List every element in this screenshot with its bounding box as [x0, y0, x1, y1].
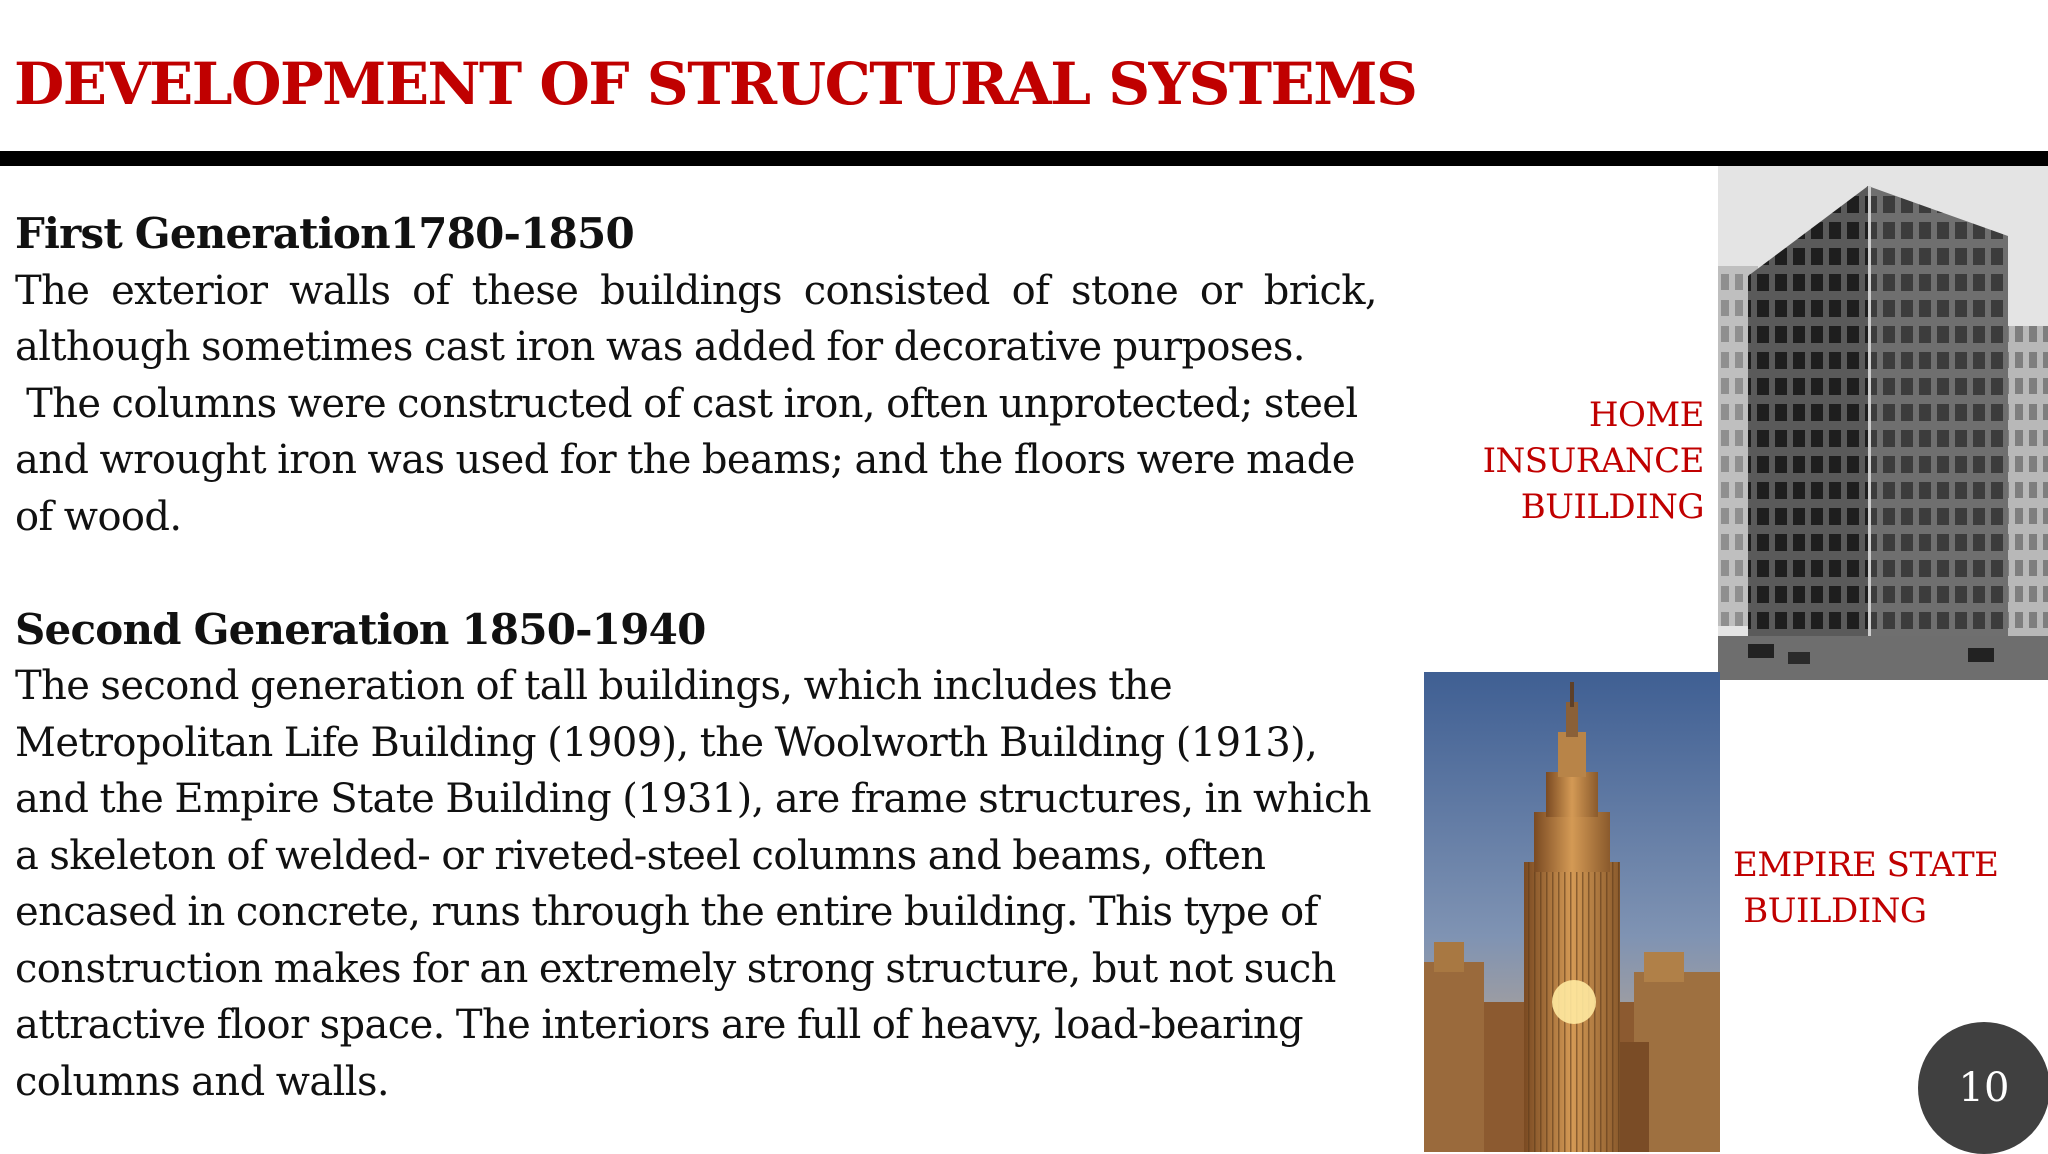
body-text: [15, 206, 1377, 1110]
paragraph: The second generation of tall buildings, which includes the Metropolitan Life Building (1909), the Woolworth Building (1913), and the Empire State Building (1931), are frame structures, in which a skeleton of welded- or riveted-steel columns and beams, often encased in concrete, runs through the entire building. This type of construction makes for an extremely strong structure, but not such attractive floor space. The interiors are full of heavy, load-bearing columns and walls.: [15, 663, 1371, 1105]
caption-line: HOME: [1588, 395, 1704, 435]
title-divider: [0, 151, 2048, 166]
paragraph: The exterior walls of these buildings consisted of stone or brick, although sometimes cast iron was added for decorative purposes.: [15, 267, 1377, 370]
caption-line: EMPIRE STATE: [1733, 845, 1999, 885]
section-heading-second-generation: Second Generation 1850-1940: [15, 604, 706, 654]
empire-state-building-photo: [1424, 672, 1720, 1152]
caption-line: INSURANCE: [1482, 441, 1704, 481]
caption-line: BUILDING: [1733, 891, 1927, 931]
section-heading-first-generation: First Generation1780-1850: [15, 209, 634, 258]
slide-title: DEVELOPMENT OF STRUCTURAL SYSTEMS: [14, 50, 1417, 118]
caption-line: BUILDING: [1520, 487, 1704, 527]
home-insurance-building-photo: [1718, 166, 2048, 680]
spacer: [15, 545, 1377, 602]
page-number: 10: [1958, 1065, 2010, 1111]
empire-state-caption: [1733, 842, 1998, 934]
empire-illustration: [1424, 672, 1720, 1152]
paragraph: The columns were constructed of cast iron, often unprotected; steel and wrought iron was used for the beams; and the floors were made of wood.: [15, 380, 1358, 540]
home-insurance-caption: [1483, 392, 1704, 530]
page-number-badge: [1918, 1022, 2048, 1154]
building-illustration: [1718, 166, 2048, 680]
